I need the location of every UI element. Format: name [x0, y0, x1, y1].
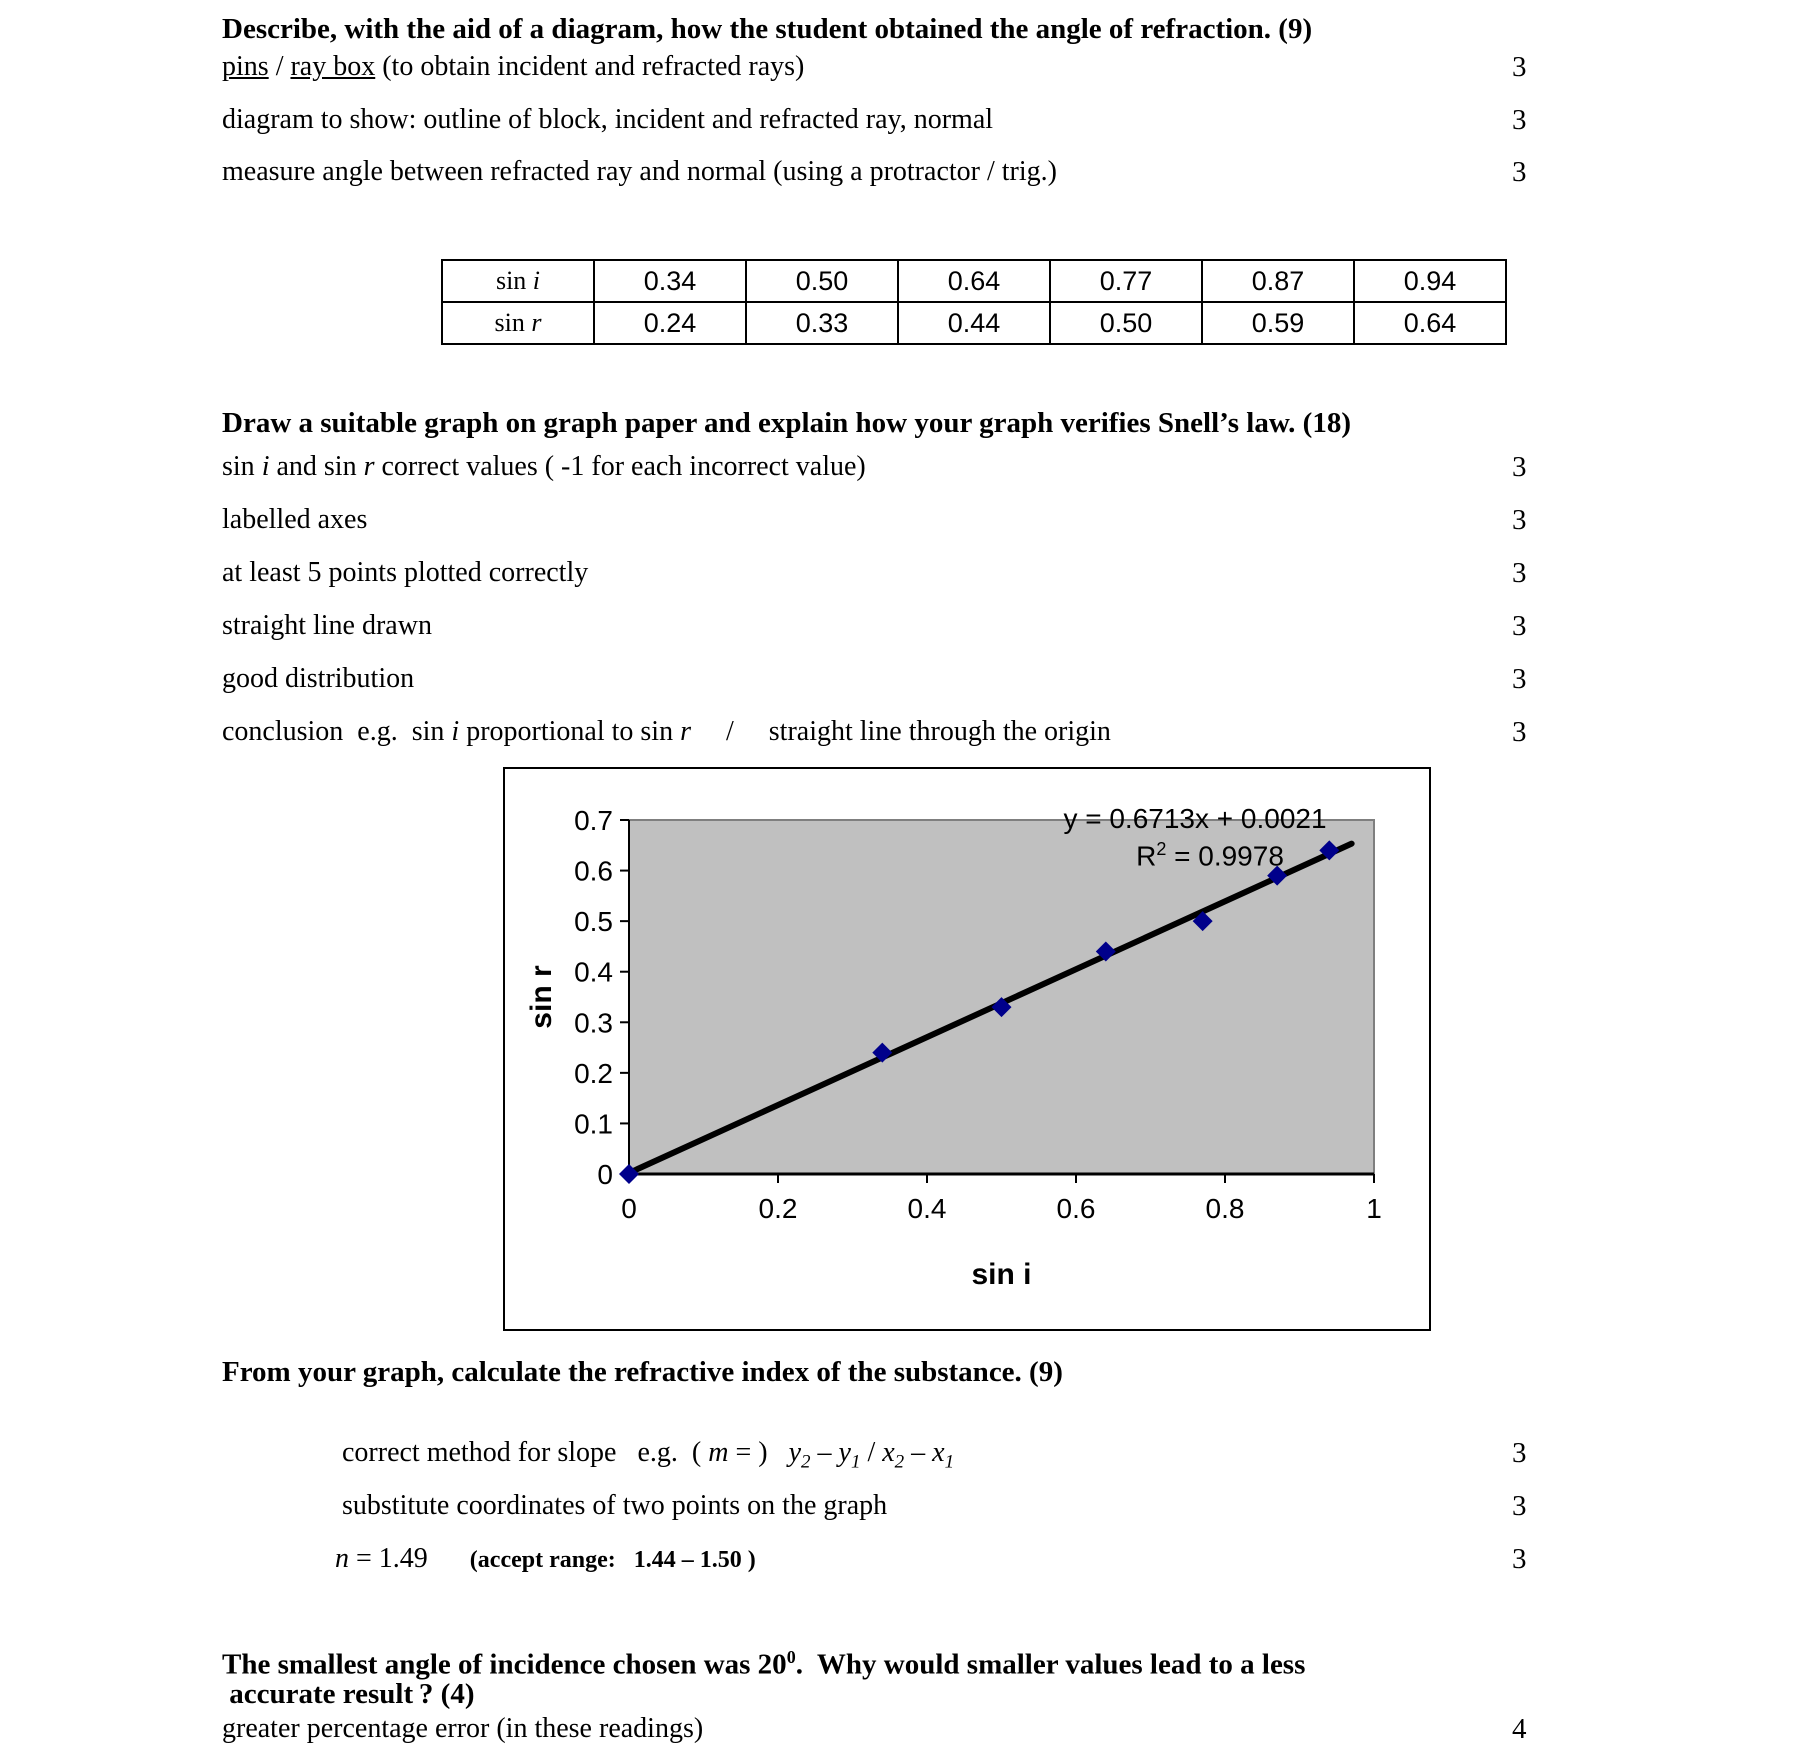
- x-tick-label: 0.4: [907, 1193, 947, 1224]
- x-tick-label: 0.6: [1056, 1193, 1096, 1224]
- snell-law-chart: [503, 767, 1431, 1331]
- mark-value: 3: [1512, 156, 1527, 188]
- mark-value: 4: [1512, 1713, 1527, 1745]
- cell: 0.64: [898, 260, 1050, 302]
- mark-value: 3: [1512, 716, 1527, 748]
- y-tick-label: 0.6: [574, 855, 613, 887]
- row-header-sin-r: sin r: [442, 302, 594, 344]
- mark-value: 3: [1512, 663, 1527, 695]
- q2-answer-line: straight line drawn: [222, 610, 432, 641]
- q1-answer-measure: measure angle between refracted ray and normal (using a protractor / trig.): [222, 156, 1057, 187]
- y-tick-label: 0: [597, 1159, 613, 1190]
- q2-answer-points: at least 5 points plotted correctly: [222, 557, 589, 588]
- cell: 0.59: [1202, 302, 1354, 344]
- q1-answer-diagram: diagram to show: outline of block, incident and refracted ray, normal: [222, 104, 994, 135]
- trendline-equation: y = 0.6713x + 0.0021: [1063, 803, 1327, 834]
- cell: 0.77: [1050, 260, 1202, 302]
- cell: 0.50: [746, 260, 898, 302]
- mark-value: 3: [1512, 504, 1527, 536]
- y-tick-label: 0.7: [574, 805, 613, 836]
- cell: 0.33: [746, 302, 898, 344]
- mark-value: 3: [1512, 610, 1527, 642]
- underlined-pins: pins: [222, 51, 269, 82]
- x-tick-label: 0: [621, 1193, 637, 1224]
- x-axis-title: sin i: [971, 1258, 1032, 1291]
- table-row-sin-r: [442, 302, 1506, 344]
- x-tick-label: 0.8: [1205, 1193, 1245, 1224]
- cell: 0.44: [898, 302, 1050, 344]
- underlined-raybox: ray box: [290, 51, 376, 82]
- y-tick-label: 0.1: [574, 1108, 613, 1140]
- y-tick-label: 0.2: [574, 1057, 613, 1089]
- q2-answer-axes: labelled axes: [222, 504, 368, 535]
- q4-answer-error: greater percentage error (in these readings): [222, 1713, 704, 1744]
- row-header-sin-i: sin i: [442, 260, 594, 302]
- q2-answer-distribution: good distribution: [222, 663, 415, 694]
- cell: 0.34: [594, 260, 746, 302]
- table-row-sin-i: [442, 260, 1506, 302]
- accept-range: (accept range: 1.44 – 1.50 ): [469, 1547, 756, 1573]
- mark-value: 3: [1512, 1543, 1527, 1575]
- q4-heading-line2: accurate result ? (4): [222, 1678, 475, 1710]
- q1-heading: Describe, with the aid of a diagram, how the student obtained the angle of refraction. (9): [222, 13, 1313, 45]
- r-squared-label: $R^2 = 0.9978$: [1136, 839, 1284, 872]
- y-tick-label: 0.3: [574, 1007, 613, 1039]
- q2-answer-values: sin i and sin r correct values ( -1 for each incorrect value): [222, 451, 866, 482]
- cell: 0.64: [1354, 302, 1506, 344]
- q2-answer-conclusion: conclusion e.g. sin i proportional to sin r / straight line through the origin: [222, 716, 1111, 747]
- cell: 0.87: [1202, 260, 1354, 302]
- sin-values-table: [441, 259, 1507, 345]
- cell: 0.94: [1354, 260, 1506, 302]
- mark-value: 3: [1512, 451, 1527, 483]
- q2-heading: Draw a suitable graph on graph paper and explain how your graph verifies Snell’s law. (18): [222, 407, 1351, 439]
- cell: 0.50: [1050, 302, 1202, 344]
- y-axis-title: sin r: [525, 965, 558, 1029]
- y-tick-label: 0.5: [574, 906, 613, 938]
- mark-value: 3: [1512, 51, 1527, 83]
- q1-answer-pins: pins / ray box (to obtain incident and refracted rays): [222, 51, 805, 82]
- mark-value: 3: [1512, 557, 1527, 589]
- mark-value: 3: [1512, 1437, 1527, 1469]
- x-tick-label: 0.2: [758, 1193, 798, 1224]
- x-tick-label: 1: [1366, 1193, 1382, 1224]
- q3-answer-substitute: substitute coordinates of two points on the graph: [342, 1490, 888, 1521]
- q4-heading-line1: The smallest angle of incidence chosen was $20^0$. Why would smaller values lead to a less: [222, 1647, 1306, 1681]
- mark-value: 3: [1512, 104, 1527, 136]
- q3-heading: From your graph, calculate the refractive index of the substance. (9): [222, 1356, 1063, 1388]
- q3-answer-slope: correct method for slope e.g. ( m = ) $y_2 - y_1 / x_2 - x_1$: [342, 1437, 955, 1473]
- y-tick-label: 0.4: [574, 956, 613, 988]
- cell: 0.24: [594, 302, 746, 344]
- mark-value: 3: [1512, 1490, 1527, 1522]
- q3-answer-n: n = 1.49 (accept range: 1.44 – 1.50 ): [335, 1543, 756, 1574]
